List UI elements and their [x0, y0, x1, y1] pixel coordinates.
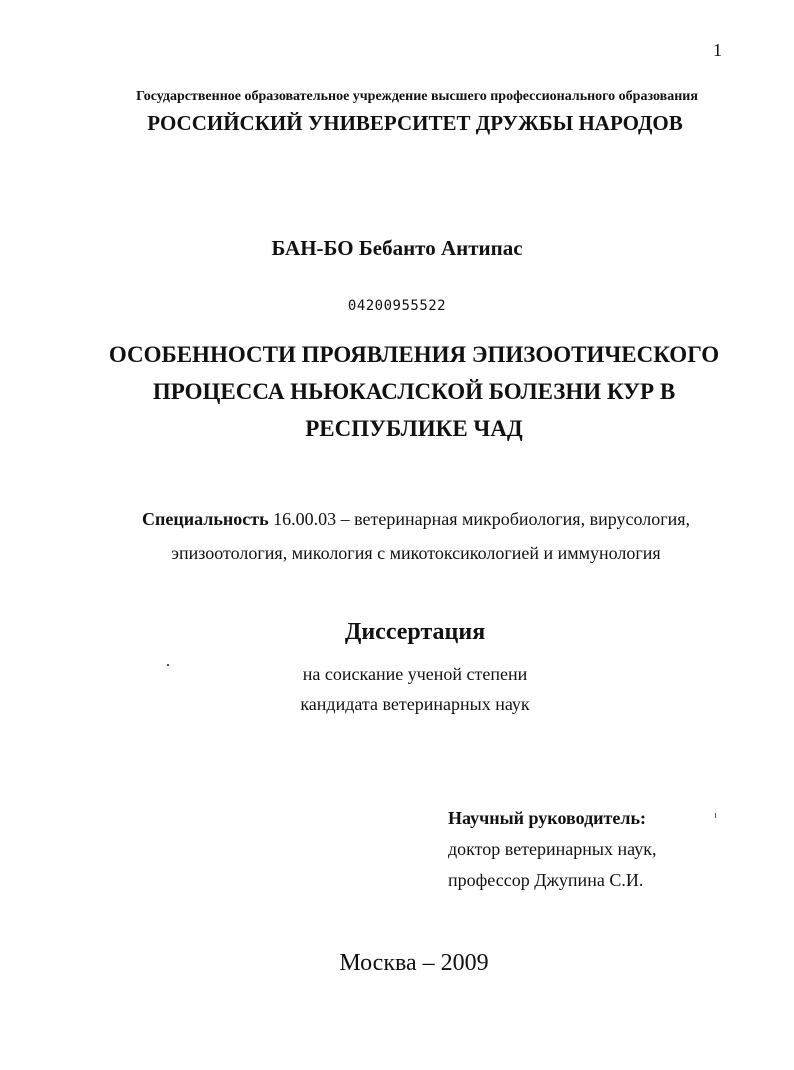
supervisor-block — [448, 803, 656, 896]
institution-type: Государственное образовательное учреждение высшего профессионального образования — [136, 89, 698, 104]
specialty-block — [0, 502, 794, 570]
specialty-line-1 — [0, 502, 794, 536]
degree-line: на соискание ученой степени — [302, 664, 528, 684]
author-name: БАН-БО Бебанто Антипас — [271, 236, 523, 260]
scan-speck — [715, 813, 716, 818]
supervisor-degree: доктор ветеринарных наук, — [448, 839, 657, 859]
specialty-code: 16.00.03 – ветеринарная микробиология, вирусология, — [268, 509, 691, 529]
degree-block — [18, 659, 794, 719]
scan-speck — [167, 664, 169, 666]
document-type: Диссертация — [344, 619, 486, 645]
specialty-label: Специальность — [141, 509, 269, 529]
page-number: 1 — [713, 40, 722, 60]
title-line: РЕСПУБЛИКЕ ЧАД — [305, 416, 523, 441]
title-line: ОСОБЕННОСТИ ПРОЯВЛЕНИЯ ЭПИЗООТИЧЕСКОГО — [108, 342, 720, 367]
university-name: РОССИЙСКИЙ УНИВЕРСИТЕТ ДРУЖБЫ НАРОДОВ — [147, 111, 683, 135]
degree-line: кандидата ветеринарных наук — [300, 694, 530, 714]
registration-number: 04200955522 — [347, 298, 447, 314]
title-line: ПРОЦЕССА НЬЮКАСЛСКОЙ БОЛЕЗНИ КУР В — [152, 379, 676, 404]
specialty-line-2: эпизоотология, микология с микотоксикологией и иммунология — [171, 543, 661, 563]
supervisor-label: Научный руководитель: — [448, 808, 646, 828]
dissertation-title — [17, 336, 794, 447]
supervisor-name: профессор Джупина С.И. — [448, 870, 644, 890]
city-year: Москва – 2009 — [339, 950, 489, 976]
